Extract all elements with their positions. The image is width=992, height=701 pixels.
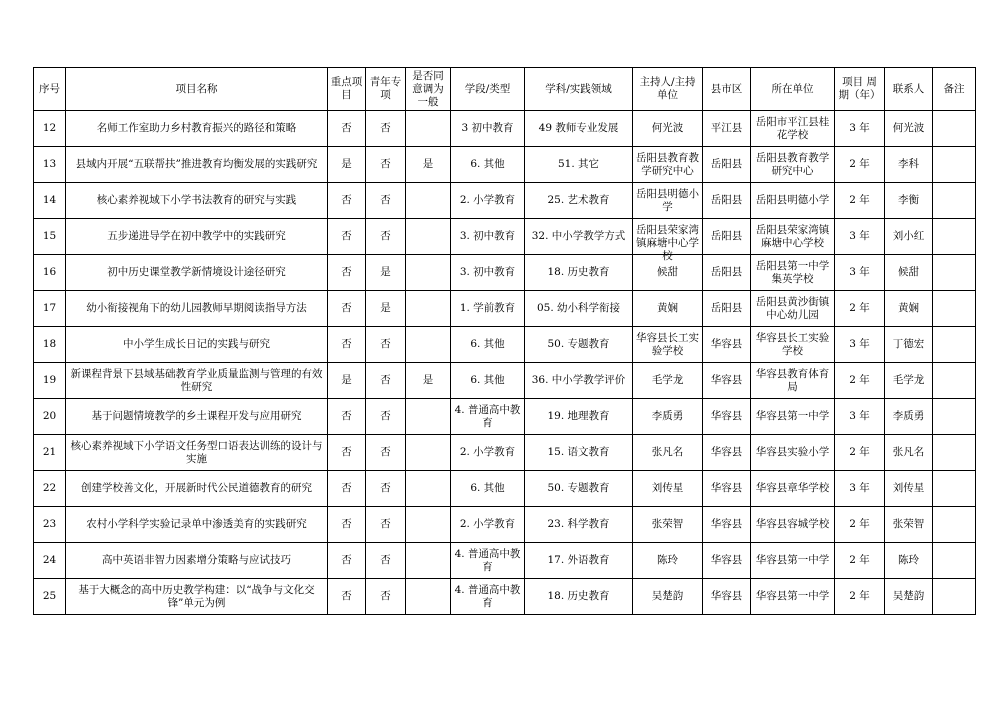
table-row <box>34 435 976 471</box>
cell-org <box>751 255 835 291</box>
table-row <box>34 399 976 435</box>
cell-host-text: 吴楚韵 <box>651 590 684 602</box>
cell-stage: 1. 学前教育 <box>451 291 525 327</box>
cell-host <box>633 183 703 219</box>
cell-org <box>751 579 835 615</box>
cell-host <box>633 399 703 435</box>
cell-no: 25 <box>34 579 66 615</box>
cell-name: 中小学生成长日记的实践与研究 <box>66 327 328 363</box>
cell-stage: 3. 初中教育 <box>451 219 525 255</box>
cell-key: 否 <box>328 183 366 219</box>
cell-youth: 否 <box>366 219 406 255</box>
cell-adjust <box>406 471 451 507</box>
cell-subject: 17. 外语教育 <box>525 543 633 579</box>
cell-contact: 刘传星 <box>885 471 933 507</box>
cell-host <box>633 255 703 291</box>
table-row <box>34 255 976 291</box>
cell-stage: 6. 其他 <box>451 147 525 183</box>
cell-contact: 张荣智 <box>885 507 933 543</box>
cell-youth: 否 <box>366 543 406 579</box>
cell-subject: 50. 专题教育 <box>525 327 633 363</box>
cell-stage: 2. 小学教育 <box>451 435 525 471</box>
cell-host <box>633 291 703 327</box>
cell-org-text: 岳阳县第一中学集英学校 <box>755 259 830 285</box>
cell-stage: 6. 其他 <box>451 327 525 363</box>
cell-key: 否 <box>328 543 366 579</box>
header-name: 项目名称 <box>66 68 328 111</box>
cell-adjust <box>406 255 451 291</box>
cell-subject: 50. 专题教育 <box>525 471 633 507</box>
cell-org <box>751 471 835 507</box>
cell-org <box>751 435 835 471</box>
cell-org <box>751 219 835 255</box>
table-row <box>34 507 976 543</box>
cell-remark <box>933 363 976 399</box>
cell-youth: 是 <box>366 291 406 327</box>
header-org: 所在单位 <box>751 68 835 111</box>
cell-stage: 4. 普通高中教育 <box>451 399 525 435</box>
cell-no: 12 <box>34 111 66 147</box>
cell-county: 华容县 <box>703 471 751 507</box>
cell-org-text: 华容县容城学校 <box>755 518 830 530</box>
cell-key: 是 <box>328 147 366 183</box>
cell-host <box>633 579 703 615</box>
cell-youth: 否 <box>366 327 406 363</box>
header-adjust: 是否同意调为一般 <box>406 68 451 111</box>
cell-subject: 25. 艺术教育 <box>525 183 633 219</box>
cell-no: 24 <box>34 543 66 579</box>
cell-county: 岳阳县 <box>703 219 751 255</box>
cell-youth: 否 <box>366 183 406 219</box>
cell-org <box>751 543 835 579</box>
cell-subject: 18. 历史教育 <box>525 255 633 291</box>
cell-period: 2 年 <box>835 147 885 183</box>
cell-adjust: 是 <box>406 147 451 183</box>
cell-contact: 何光波 <box>885 111 933 147</box>
header-no: 序号 <box>34 68 66 111</box>
cell-remark <box>933 219 976 255</box>
cell-host-text: 李质勇 <box>651 410 684 422</box>
cell-org-text: 华容县教育体育局 <box>755 367 830 393</box>
cell-period: 2 年 <box>835 579 885 615</box>
cell-county: 华容县 <box>703 507 751 543</box>
cell-subject: 23. 科学教育 <box>525 507 633 543</box>
cell-youth: 否 <box>366 399 406 435</box>
table-row <box>34 291 976 327</box>
header-contact: 联系人 <box>885 68 933 111</box>
cell-period: 2 年 <box>835 543 885 579</box>
cell-period: 3 年 <box>835 327 885 363</box>
cell-adjust <box>406 291 451 327</box>
cell-adjust <box>406 219 451 255</box>
cell-county: 岳阳县 <box>703 255 751 291</box>
cell-key: 否 <box>328 255 366 291</box>
cell-contact: 陈玲 <box>885 543 933 579</box>
cell-host-text: 候甜 <box>657 266 678 278</box>
cell-key: 是 <box>328 363 366 399</box>
cell-org <box>751 327 835 363</box>
table-row <box>34 219 976 255</box>
cell-subject: 18. 历史教育 <box>525 579 633 615</box>
cell-no: 16 <box>34 255 66 291</box>
cell-remark <box>933 147 976 183</box>
cell-contact: 李科 <box>885 147 933 183</box>
cell-host-text: 何光波 <box>651 122 684 134</box>
cell-host-text: 刘传星 <box>651 482 684 494</box>
cell-stage: 3 初中教育 <box>451 111 525 147</box>
cell-key: 否 <box>328 111 366 147</box>
cell-adjust <box>406 435 451 471</box>
cell-no: 15 <box>34 219 66 255</box>
cell-name: 五步递进导学在初中教学中的实践研究 <box>66 219 328 255</box>
cell-host-text: 华容县长工实验学校 <box>636 331 699 357</box>
header-stage: 学段/类型 <box>451 68 525 111</box>
cell-remark <box>933 507 976 543</box>
cell-county: 平江县 <box>703 111 751 147</box>
cell-host <box>633 363 703 399</box>
cell-youth: 是 <box>366 255 406 291</box>
cell-host <box>633 111 703 147</box>
cell-key: 否 <box>328 219 366 255</box>
cell-host-text: 陈玲 <box>657 554 678 566</box>
cell-county: 华容县 <box>703 327 751 363</box>
cell-stage: 4. 普通高中教育 <box>451 543 525 579</box>
cell-contact: 丁德宏 <box>885 327 933 363</box>
cell-subject: 49 教师专业发展 <box>525 111 633 147</box>
cell-no: 13 <box>34 147 66 183</box>
cell-remark <box>933 291 976 327</box>
cell-name: 县域内开展“五联帮扶”推进教育均衡发展的实践研究 <box>66 147 328 183</box>
cell-no: 19 <box>34 363 66 399</box>
cell-stage: 2. 小学教育 <box>451 507 525 543</box>
cell-no: 14 <box>34 183 66 219</box>
cell-stage: 4. 普通高中教育 <box>451 579 525 615</box>
cell-subject: 32. 中小学教学方式 <box>525 219 633 255</box>
header-subject: 学科/实践领域 <box>525 68 633 111</box>
cell-name: 核心素养视域下小学书法教育的研究与实践 <box>66 183 328 219</box>
cell-stage: 2. 小学教育 <box>451 183 525 219</box>
cell-no: 18 <box>34 327 66 363</box>
cell-name: 幼小衔接视角下的幼儿园教师早期阅读指导方法 <box>66 291 328 327</box>
cell-period: 2 年 <box>835 363 885 399</box>
table-row <box>34 183 976 219</box>
cell-adjust <box>406 579 451 615</box>
header-youth: 青年专项 <box>366 68 406 111</box>
cell-county: 华容县 <box>703 579 751 615</box>
cell-key: 否 <box>328 399 366 435</box>
cell-name: 核心素养视域下小学语文任务型口语表达训练的设计与实施 <box>66 435 328 471</box>
cell-contact: 吴楚韵 <box>885 579 933 615</box>
header-period: 项目 周期（年） <box>835 68 885 111</box>
cell-key: 否 <box>328 435 366 471</box>
cell-host <box>633 435 703 471</box>
cell-remark <box>933 399 976 435</box>
cell-org-text: 岳阳县教育教学研究中心 <box>755 151 830 177</box>
cell-contact: 李质勇 <box>885 399 933 435</box>
cell-no: 20 <box>34 399 66 435</box>
cell-youth: 否 <box>366 471 406 507</box>
cell-adjust <box>406 507 451 543</box>
cell-key: 否 <box>328 579 366 615</box>
cell-org-text: 华容县长工实验学校 <box>755 331 830 357</box>
cell-remark <box>933 255 976 291</box>
cell-host <box>633 147 703 183</box>
cell-host-text: 岳阳县教育教学研究中心 <box>636 151 699 177</box>
cell-period: 2 年 <box>835 291 885 327</box>
project-table <box>33 67 976 615</box>
cell-youth: 否 <box>366 435 406 471</box>
cell-subject: 51. 其它 <box>525 147 633 183</box>
cell-contact: 刘小红 <box>885 219 933 255</box>
cell-org-text: 华容县章华学校 <box>755 482 830 494</box>
table-row <box>34 147 976 183</box>
cell-org <box>751 147 835 183</box>
table-row <box>34 111 976 147</box>
cell-host-text: 张凡名 <box>651 446 684 458</box>
cell-period: 3 年 <box>835 255 885 291</box>
cell-contact: 张凡名 <box>885 435 933 471</box>
cell-county: 华容县 <box>703 543 751 579</box>
cell-org-text: 岳阳市平江县桂花学校 <box>755 115 830 141</box>
header-key: 重点项目 <box>328 68 366 111</box>
cell-name: 农村小学科学实验记录单中渗透美育的实践研究 <box>66 507 328 543</box>
cell-host-text: 黄娴 <box>657 302 678 314</box>
cell-remark <box>933 579 976 615</box>
cell-name: 名师工作室助力乡村教育振兴的路径和策略 <box>66 111 328 147</box>
table-row <box>34 579 976 615</box>
cell-county: 岳阳县 <box>703 147 751 183</box>
cell-adjust <box>406 183 451 219</box>
cell-no: 17 <box>34 291 66 327</box>
cell-youth: 否 <box>366 579 406 615</box>
cell-contact: 候甜 <box>885 255 933 291</box>
cell-org-text: 华容县第一中学 <box>755 554 830 566</box>
cell-adjust: 是 <box>406 363 451 399</box>
cell-host <box>633 543 703 579</box>
header-county: 县市区 <box>703 68 751 111</box>
cell-contact: 黄娴 <box>885 291 933 327</box>
cell-stage: 3. 初中教育 <box>451 255 525 291</box>
cell-subject: 36. 中小学教学评价 <box>525 363 633 399</box>
cell-county: 华容县 <box>703 435 751 471</box>
table-body <box>34 111 976 615</box>
cell-org <box>751 507 835 543</box>
cell-org-text: 华容县第一中学 <box>755 410 830 422</box>
cell-host <box>633 507 703 543</box>
cell-remark <box>933 111 976 147</box>
cell-stage: 6. 其他 <box>451 471 525 507</box>
cell-name: 基于大概念的高中历史教学构建：以“战争与文化交锋”单元为例 <box>66 579 328 615</box>
cell-key: 否 <box>328 327 366 363</box>
cell-host-text: 岳阳县荣家湾镇麻塘中心学校 <box>636 223 699 262</box>
cell-name: 初中历史课堂教学新情境设计途径研究 <box>66 255 328 291</box>
cell-contact: 毛学龙 <box>885 363 933 399</box>
cell-name: 基于问题情境教学的乡土课程开发与应用研究 <box>66 399 328 435</box>
cell-org-text: 岳阳县荣家湾镇麻塘中心学校 <box>755 223 830 249</box>
cell-remark <box>933 543 976 579</box>
cell-contact: 李衡 <box>885 183 933 219</box>
header-remark: 备注 <box>933 68 976 111</box>
cell-stage: 6. 其他 <box>451 363 525 399</box>
cell-key: 否 <box>328 507 366 543</box>
cell-period: 3 年 <box>835 399 885 435</box>
cell-org-text: 岳阳县明德小学 <box>755 194 830 206</box>
cell-subject: 15. 语文教育 <box>525 435 633 471</box>
cell-remark <box>933 327 976 363</box>
cell-org-text: 华容县实验小学 <box>755 446 830 458</box>
cell-name: 新课程背景下县域基础教育学业质量监测与管理的有效性研究 <box>66 363 328 399</box>
header-host-unit: 主持人/主持单位 <box>633 68 703 111</box>
cell-name: 高中英语非智力因素增分策略与应试技巧 <box>66 543 328 579</box>
cell-org <box>751 183 835 219</box>
cell-host-text: 张荣智 <box>651 518 684 530</box>
cell-host <box>633 471 703 507</box>
cell-county: 岳阳县 <box>703 183 751 219</box>
cell-adjust <box>406 399 451 435</box>
cell-key: 否 <box>328 471 366 507</box>
cell-county: 华容县 <box>703 399 751 435</box>
cell-org-text: 岳阳县黄沙街镇中心幼儿园 <box>755 295 830 321</box>
cell-org <box>751 291 835 327</box>
cell-adjust <box>406 111 451 147</box>
cell-adjust <box>406 543 451 579</box>
cell-org-text: 华容县第一中学 <box>755 590 830 602</box>
cell-host-text: 岳阳县明德小学 <box>636 187 699 213</box>
cell-host <box>633 219 703 262</box>
cell-period: 2 年 <box>835 435 885 471</box>
cell-remark <box>933 435 976 471</box>
cell-no: 21 <box>34 435 66 471</box>
cell-county: 岳阳县 <box>703 291 751 327</box>
cell-subject: 19. 地理教育 <box>525 399 633 435</box>
cell-org <box>751 363 835 399</box>
table-row <box>34 363 976 399</box>
cell-remark <box>933 183 976 219</box>
cell-period: 3 年 <box>835 471 885 507</box>
cell-org <box>751 399 835 435</box>
cell-period: 2 年 <box>835 507 885 543</box>
cell-period: 3 年 <box>835 219 885 255</box>
cell-youth: 否 <box>366 507 406 543</box>
cell-period: 3 年 <box>835 111 885 147</box>
table-row <box>34 327 976 363</box>
table-row <box>34 471 976 507</box>
table-row <box>34 543 976 579</box>
cell-county: 华容县 <box>703 363 751 399</box>
cell-adjust <box>406 327 451 363</box>
cell-remark <box>933 471 976 507</box>
cell-org <box>751 111 835 147</box>
cell-no: 22 <box>34 471 66 507</box>
cell-host-text: 毛学龙 <box>651 374 684 386</box>
cell-youth: 否 <box>366 147 406 183</box>
cell-subject: 05. 幼小科学衔接 <box>525 291 633 327</box>
cell-youth: 否 <box>366 363 406 399</box>
cell-youth: 否 <box>366 111 406 147</box>
cell-name: 创建学校善文化，开展新时代公民道德教育的研究 <box>66 471 328 507</box>
cell-period: 2 年 <box>835 183 885 219</box>
header-row <box>34 68 976 111</box>
cell-no: 23 <box>34 507 66 543</box>
cell-key: 否 <box>328 291 366 327</box>
cell-host <box>633 327 703 363</box>
